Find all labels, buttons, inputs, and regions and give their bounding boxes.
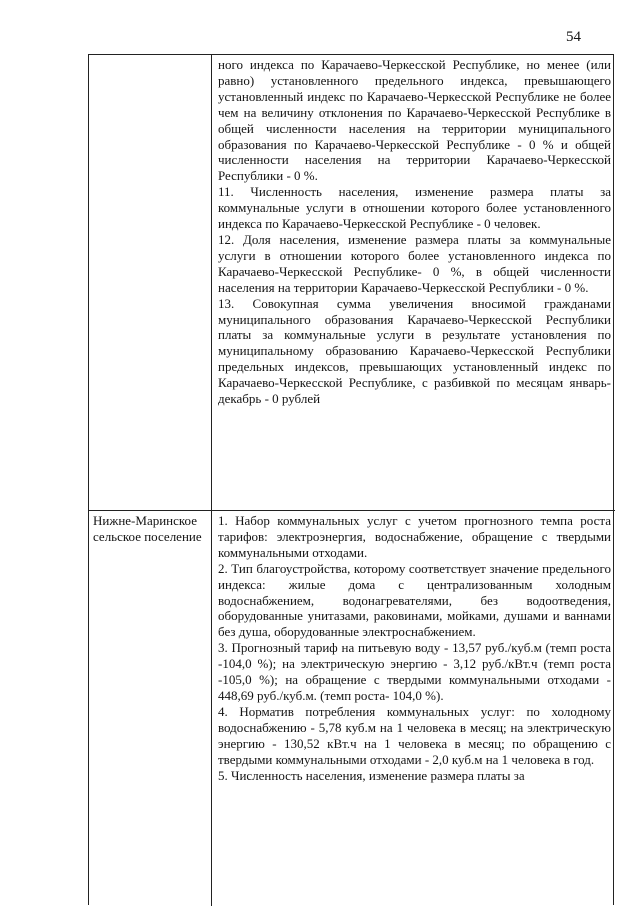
paragraph: ного индекса по Карачаево-Черкесской Республике, но менее (или равно) установленного предельного индекса, превышающего установленный индекс по Карачаево-Черкесской Республике не более чем на величину отклонения по Карачаево-Черкесской Республике в общей численности населения на территории муниципального образования по Карачаево-Черкесской Республике - 0 % и общей численности населения на территории Карачаево-Черкесской Республики - 0 %. [218,57,611,184]
paragraph: 3. Прогнозный тариф на питьевую воду - 13,57 руб./куб.м (темп роста -104,0 %); на электрическую энергию - 3,12 руб./кВт.ч (темп роста -105,0 %); на обращение с твердыми коммунальными отходами - 448,69 руб./куб.м. (темп роста- 104,0 %). [218,640,611,703]
page-number: 54 [566,29,581,45]
paragraph: 4. Норматив потребления коммунальных услуг: по холодному водоснабжению - 5,78 куб.м на 1 человека в месяц; на электрическую энергию - 130,52 кВт.ч на 1 человека в месяц; по обращению с твердыми коммунальными отходами - 2,0 куб.м на 1 человека в год. [218,703,611,767]
paragraph: 12. Доля населения, изменение размера платы за коммунальные услуги в отношении которого более установленного индекса по Карачаево-Черкесской Республике- 0 %, в общей численности населения на территории Карачаево-Черкесской Республики - 0 %. [218,231,611,295]
paragraph: 11. Численность населения, изменение размера платы за коммунальные услуги в отношении которого более установленного индекса по Карачаево-Черкесской Республике - 0 человек. [218,184,611,232]
paragraph: 1. Набор коммунальных услуг с учетом прогнозного темпа роста тарифов: электроэнергия, водоснабжение, обращение с твердыми коммунальными отходами. [218,513,611,560]
paragraph: 5. Численность населения, изменение размера платы за [218,767,525,783]
paragraph: 13. Совокупная сумма увеличения вносимой гражданами муниципального образования Карачаево-Черкесской Республики платы за коммунальные услуги в результате установления по муниципальному образованию Карачаево-Черкесской Республики предельных индексов, превышающих установленный индекс по Карачаево-Черкесской Республике, с разбивкой по месяцам январь-декабрь - 0 рублей [218,295,611,407]
municipality-cell [89,55,211,510]
data-table [88,54,614,905]
description-cell [212,511,615,906]
municipality-cell: Нижне-Маринское сельское поселение [93,513,202,544]
description-cell [212,55,615,510]
paragraph: 2. Тип благоустройства, которому соответствует значение предельного индекса: жилые дома с централизованным холодным водоснабжением, водонагревателями, без водоотведения, оборудованные унитазами, раковинами, мойками, душами и ваннами без душа, оборудованные электроснабжением. [218,560,611,640]
